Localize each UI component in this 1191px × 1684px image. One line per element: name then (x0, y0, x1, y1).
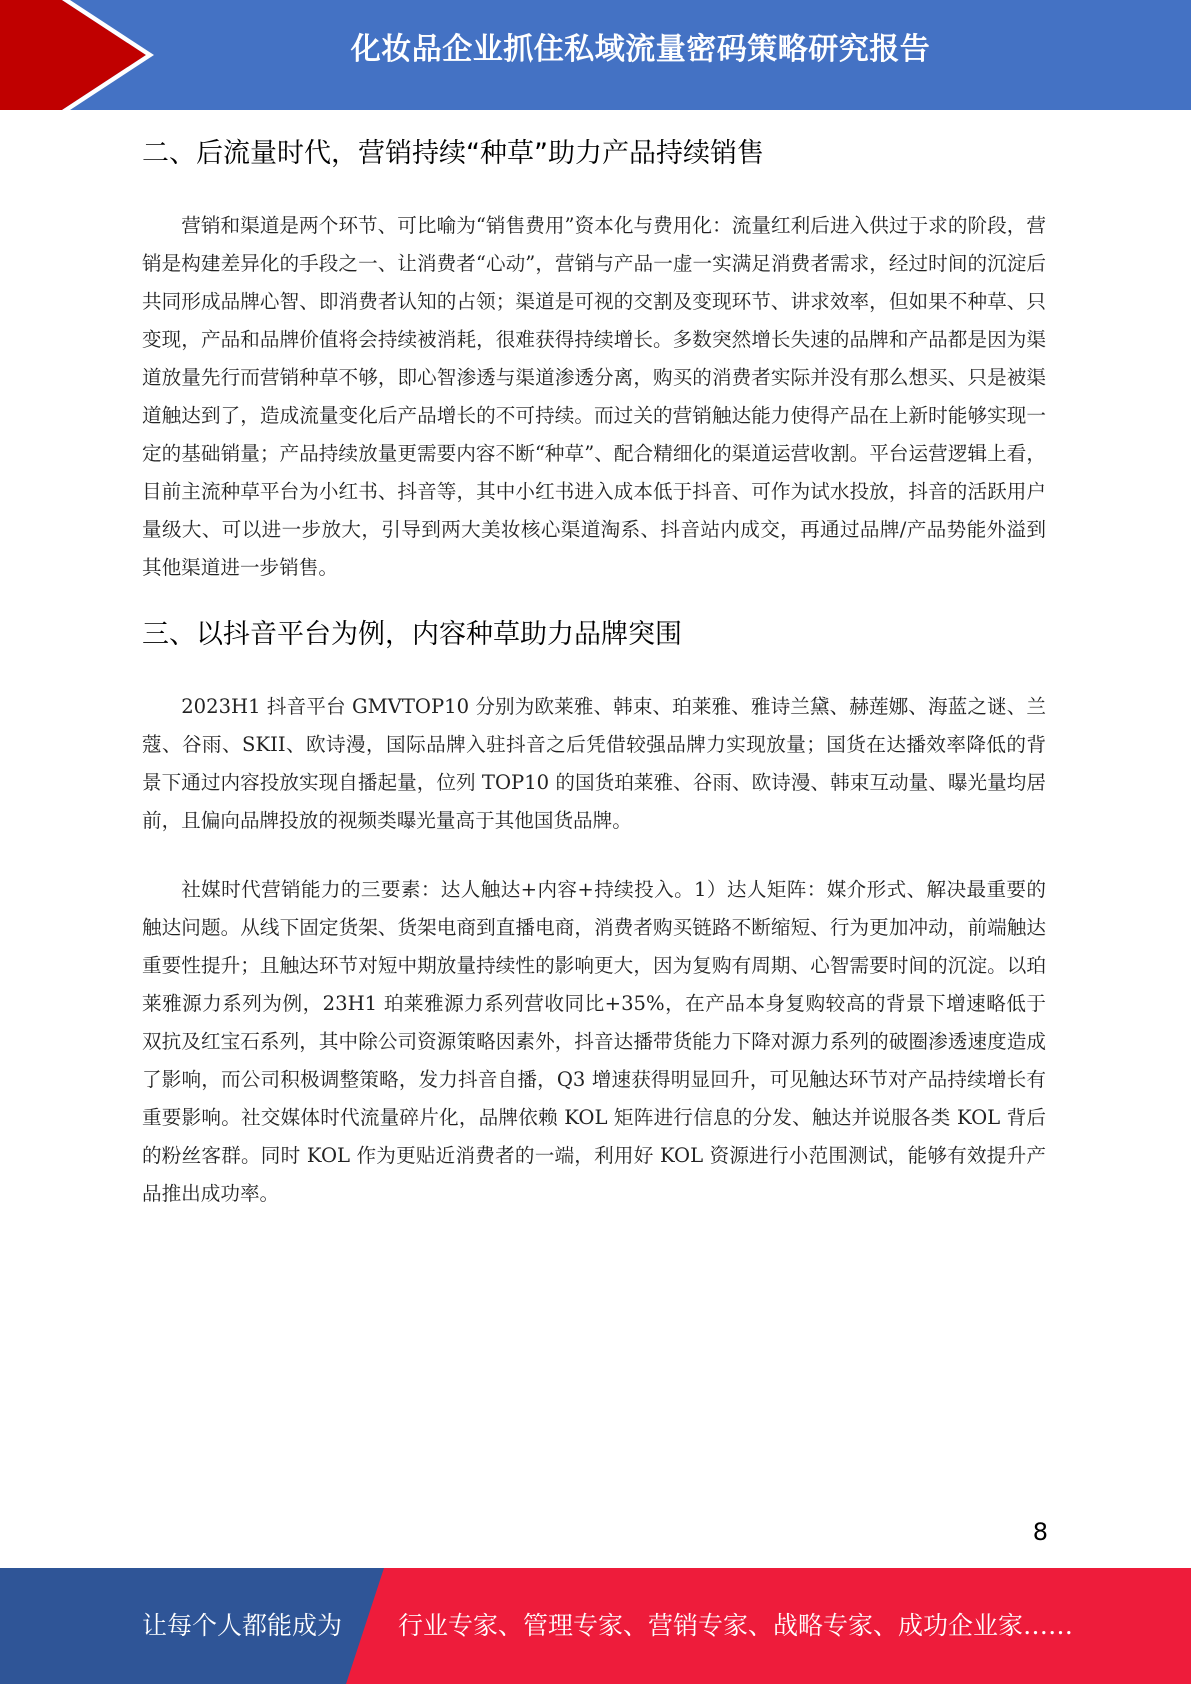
header-band (0, 0, 1191, 110)
document-title: 化妆品企业抓住私域流量密码策略研究报告 (350, 32, 931, 67)
paragraph-douyin-gmv: 2023H1 抖音平台 GMVTOP10 分别为欧莱雅、韩束、珀莱雅、雅诗兰黛、赫莲娜、海蓝之谜、兰蔻、谷雨、SKII、欧诗漫，国际品牌入驻抖音之后凭借较强品牌力实现放量；国货在达播效率降低的背景下通过内容投放实现自播起量，位列 TOP10 的国货珀莱雅、谷雨、欧诗漫、韩束互动量、曝光量均居前，且偏向品牌投放的视频类曝光量高于其他国货品牌。 (142, 695, 1046, 832)
footer-band (0, 1568, 1191, 1684)
section-heading-2: 二、后流量时代，营销持续“种草”助力产品持续销售 (142, 138, 764, 169)
footer-slogan-right: 行业专家、管理专家、营销专家、战略专家、成功企业家…… (398, 1611, 1074, 1640)
page-number: 8 (1032, 1518, 1048, 1546)
footer-slogan-left: 让每个人都能成为 (142, 1611, 343, 1640)
paragraph-marketing-channels: 营销和渠道是两个环节、可比喻为“销售费用”资本化与费用化：流量红利后进入供过于求的阶段，营销是构建差异化的手段之一、让消费者“心动”，营销与产品一虚一实满足消费者需求，经过时间的沉淀后共同形成品牌心智、即消费者认知的占领；渠道是可视的交割及变现环节、讲求效率，但如果不种草、只变现，产品和品牌价值将会持续被消耗，很难获得持续增长。多数突然增长失速的品牌和产品都是因为渠道放量先行而营销种草不够，即心智渗透与渠道渗透分离，购买的消费者实际并没有那么想买、只是被渠道触达到了，造成流量变化后产品增长的不可持续。而过关的营销触达能力使得产品在上新时能够实现一定的基础销量；产品持续放量更需要内容不断“种草”、配合精细化的渠道运营收割。平台运营逻辑上看，目前主流种草平台为小红书、抖音等，其中小红书进入成本低于抖音、可作为试水投放，抖音的活跃用户量级大、可以进一步放大，引导到两大美妆核心渠道淘系、抖音站内成交，再通过品牌/产品势能外溢到其他渠道进一步销售。 (142, 214, 1046, 579)
paragraph-social-media-marketing: 社媒时代营销能力的三要素：达人触达+内容+持续投入。1）达人矩阵：媒介形式、解决最重要的触达问题。从线下固定货架、货架电商到直播电商，消费者购买链路不断缩短、行为更加冲动，前端触达重要性提升；且触达环节对短中期放量持续性的影响更大，因为复购有周期、心智需要时间的沉淀。以珀莱雅源力系列为例，23H1 珀莱雅源力系列营收同比+35%，在产品本身复购较高的背景下增速略低于双抗及红宝石系列，其中除公司资源策略因素外，抖音达播带货能力下降对源力系列的破圈渗透速度造成了影响，而公司积极调整策略，发力抖音自播，Q3 增速获得明显回升，可见触达环节对产品持续增长有重要影响。社交媒体时代流量碎片化，品牌依赖 KOL 矩阵进行信息的分发、触达并说服各类 KOL 背后的粉丝客群。同时 KOL 作为更贴近消费者的一端，利用好 KOL 资源进行小范围测试，能够有效提升产品推出成功率。 (142, 878, 1046, 1205)
section-heading-3: 三、以抖音平台为例，内容种草助力品牌突围 (142, 619, 682, 650)
